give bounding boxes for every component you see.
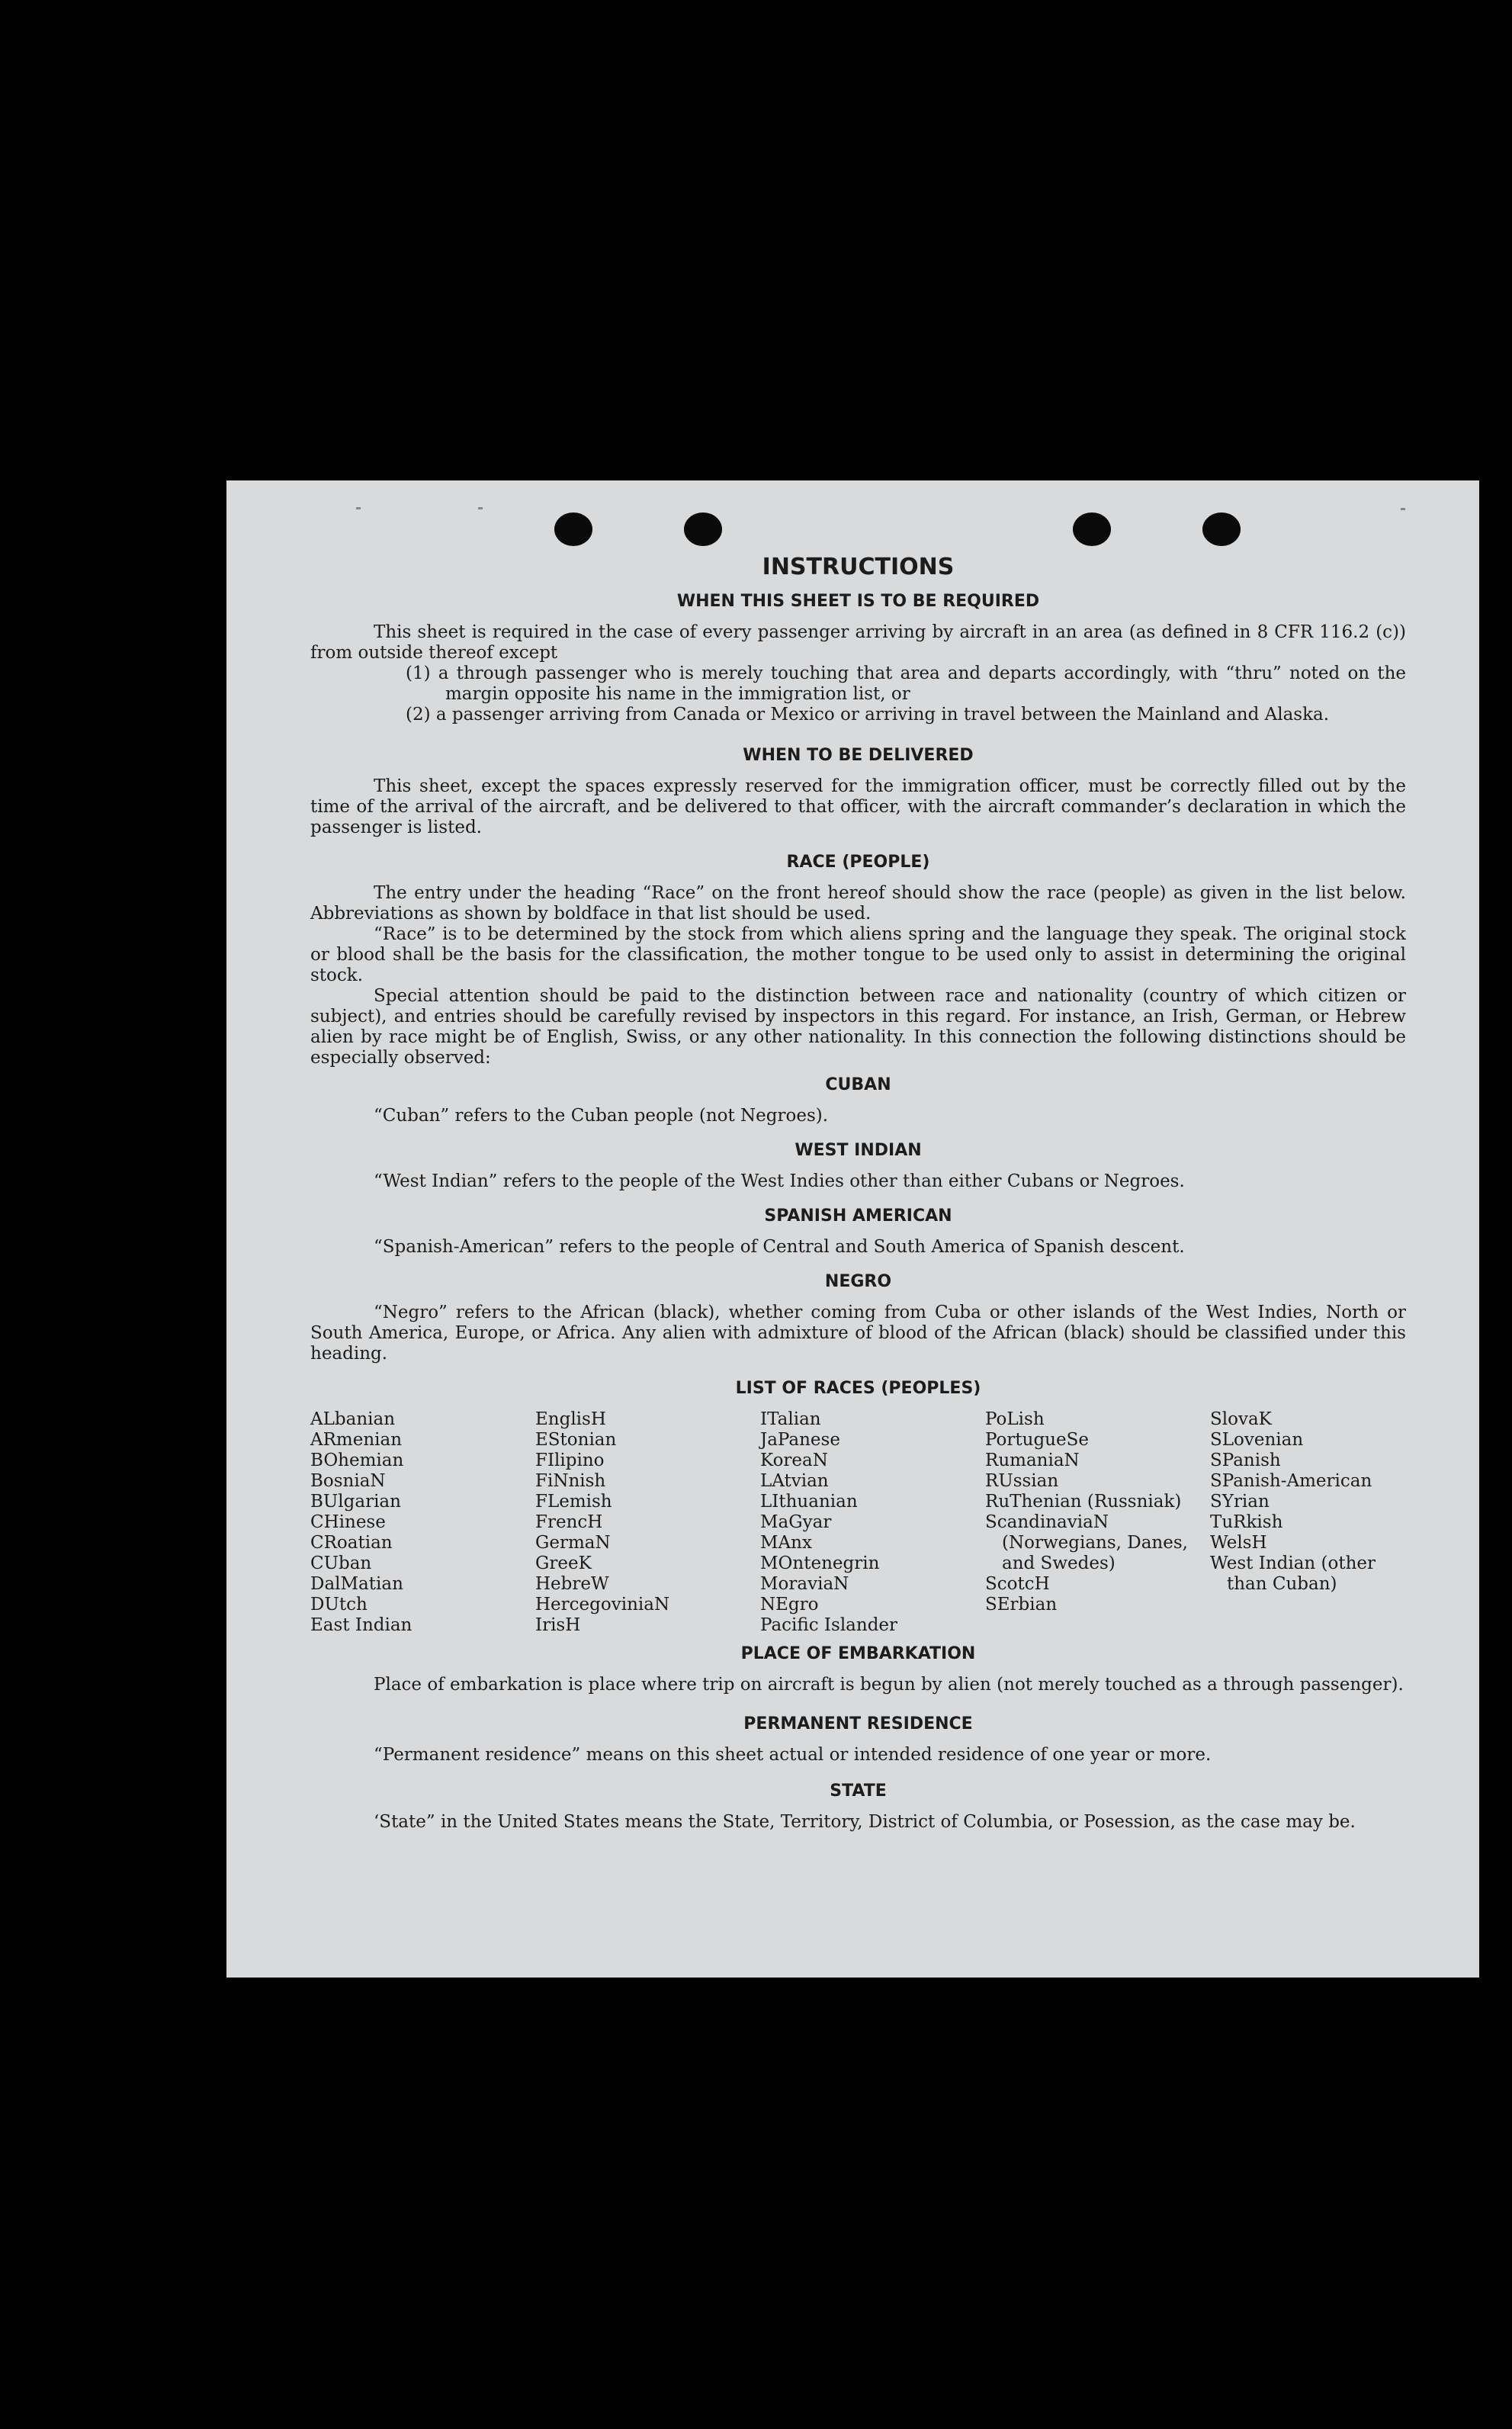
paper-speck <box>478 507 483 509</box>
races-column-5 <box>1210 1409 1406 1636</box>
race-entry: BosniaN <box>310 1471 386 1491</box>
race-entry: SlovaK <box>1210 1409 1272 1429</box>
race-entry: RUssian <box>985 1471 1059 1491</box>
race-entry: GreeK <box>535 1553 592 1573</box>
race-entry: CHinese <box>310 1512 386 1532</box>
required-item-1: (1) a through passenger who is merely touching that area and departs accordingly, with “thru” noted on the margin opposite his name in the immigration list, or <box>406 663 1406 704</box>
race-entry: FiNnish <box>535 1471 606 1491</box>
punch-hole <box>554 512 592 546</box>
spanish-american-text: “Spanish-American” refers to the people of Central and South America of Spanish descent. <box>374 1237 1185 1257</box>
race-entry: TuRkish <box>1210 1512 1283 1532</box>
race-entry: PortugueSe <box>985 1430 1089 1450</box>
race-entry: JaPanese <box>760 1430 840 1450</box>
races-list <box>310 1409 1406 1636</box>
page-title: INSTRUCTIONS <box>762 554 955 580</box>
race-entry: CUban <box>310 1553 372 1573</box>
race-entry: FLemish <box>535 1492 612 1512</box>
punch-hole <box>1073 512 1111 546</box>
race-entry: BUlgarian <box>310 1492 401 1512</box>
punch-hole <box>684 512 722 546</box>
race-entry: MAnx <box>760 1533 812 1553</box>
paper-speck <box>1401 508 1405 510</box>
race-entry: LIthuanian <box>760 1492 858 1512</box>
race-entry: KoreaN <box>760 1451 828 1470</box>
required-intro: This sheet is required in the case of every passenger arriving by aircraft in an area (as defined in 8 CFR 116.2 (c)) from outside thereof except <box>310 622 1406 663</box>
race-entry: RumaniaN <box>985 1451 1080 1470</box>
required-item-2: (2) a passenger arriving from Canada or Mexico or arriving in travel between the Mainland and Alaska. <box>406 705 1330 725</box>
races-column-1 <box>310 1409 535 1636</box>
race-entry: SLovenian <box>1210 1430 1304 1450</box>
race-entry: DUtch <box>310 1595 368 1615</box>
race-entry: MOntenegrin <box>760 1553 880 1573</box>
race-entry: FrencH <box>535 1512 603 1532</box>
section-heading-residence: PERMANENT RESIDENCE <box>743 1714 973 1733</box>
state-text: ‘State” in the United States means the State, Territory, District of Columbia, or Posession, as the case may be. <box>374 1812 1356 1832</box>
race-entry: CRoatian <box>310 1533 393 1553</box>
race-entry: FIlipino <box>535 1451 605 1470</box>
section-heading-cuban: CUBAN <box>825 1075 891 1094</box>
residence-text: “Permanent residence” means on this sheet actual or intended residence of one year or more. <box>374 1745 1212 1765</box>
race-entry: MaGyar <box>760 1512 832 1532</box>
race-paragraph-3: Special attention should be paid to the distinction between race and nationality (country of which citizen or subject), and entries should be carefully revised by inspectors in this regard. For instance, an Irish, German, or Hebrew alien by race might be of English, Swiss, or any other nationality. In this connection the following distinctions should be especially observed: <box>310 986 1406 1068</box>
race-entry: LAtvian <box>760 1471 829 1491</box>
race-entry: ARmenian <box>310 1430 403 1450</box>
section-heading-west-indian: WEST INDIAN <box>795 1141 922 1160</box>
race-entry: HebreW <box>535 1574 609 1594</box>
west-indian-text: “West Indian” refers to the people of the West Indies other than either Cubans or Negroes. <box>374 1171 1185 1191</box>
section-heading-state: STATE <box>830 1782 887 1801</box>
race-entry: NEgro <box>760 1595 819 1615</box>
punch-hole <box>1202 512 1241 546</box>
negro-text: “Negro” refers to the African (black), whether coming from Cuba or other islands of the West Indies, North or South America, Europe, or Africa. Any alien with admixture of blood of the African (black) should be classified under this heading. <box>310 1303 1406 1364</box>
race-entry: DalMatian <box>310 1574 403 1594</box>
race-entry: ALbanian <box>310 1409 396 1429</box>
race-paragraph-2: “Race” is to be determined by the stock from which aliens spring and the language they speak. The original stock or blood shall be the basis for the classification, the mother tongue to be used only to assist in determining the original stock. <box>310 924 1406 985</box>
race-entry: East Indian <box>310 1615 413 1635</box>
race-entry: ITalian <box>760 1409 821 1429</box>
section-heading-list: LIST OF RACES (PEOPLES) <box>735 1379 981 1398</box>
cuban-text: “Cuban” refers to the Cuban people (not Negroes). <box>374 1106 829 1126</box>
race-entry: RuThenian (Russniak) <box>985 1492 1182 1512</box>
section-heading-negro: NEGRO <box>824 1272 892 1291</box>
instructions-content <box>310 554 1406 1833</box>
race-entry: SYrian <box>1210 1492 1270 1512</box>
embarkation-text: Place of embarkation is place where trip on aircraft is begun by alien (not merely touched as a through passenger). <box>374 1675 1404 1695</box>
paper-speck <box>356 507 361 509</box>
section-heading-required: WHEN THIS SHEET IS TO BE REQUIRED <box>676 592 1040 611</box>
race-entry: ScandinaviaN (Norwegians, Danes, and Swedes) <box>985 1512 1188 1573</box>
race-entry: PoLish <box>985 1409 1045 1429</box>
race-entry: Pacific Islander <box>760 1615 898 1635</box>
section-heading-spanish-american: SPANISH AMERICAN <box>764 1206 952 1226</box>
race-paragraph-1: The entry under the heading “Race” on the front hereof should show the race (people) as given in the list below. Abbreviations as shown by boldface in that list should be used. <box>310 883 1406 924</box>
race-entry: BOhemian <box>310 1451 404 1470</box>
race-entry: IrisH <box>535 1615 581 1635</box>
race-entry: WelsH <box>1210 1533 1267 1553</box>
delivered-text: This sheet, except the spaces expressly reserved for the immigration officer, must be correctly filled out by the time of the arrival of the aircraft, and be delivered to that officer, with the aircraft commander’s declaration in which the passenger is listed. <box>310 776 1406 837</box>
section-heading-delivered: WHEN TO BE DELIVERED <box>743 746 974 765</box>
race-entry: EStonian <box>535 1430 617 1450</box>
race-entry: SPanish-American <box>1210 1471 1372 1491</box>
race-entry: MoraviaN <box>760 1574 849 1594</box>
race-entry: GermaN <box>535 1533 611 1553</box>
races-column-2 <box>535 1409 760 1636</box>
race-entry: West Indian (other than Cuban) <box>1210 1553 1376 1594</box>
race-entry: HercegoviniaN <box>535 1595 670 1615</box>
race-entry: ScotcH <box>985 1574 1050 1594</box>
race-entry: EnglisH <box>535 1409 606 1429</box>
races-column-3 <box>760 1409 985 1636</box>
document-sheet <box>226 480 1479 1978</box>
section-heading-race: RACE (PEOPLE) <box>786 853 930 872</box>
race-entry: SErbian <box>985 1595 1058 1615</box>
races-column-4 <box>985 1409 1210 1636</box>
race-entry: SPanish <box>1210 1451 1281 1470</box>
section-heading-embarkation: PLACE OF EMBARKATION <box>740 1644 976 1663</box>
